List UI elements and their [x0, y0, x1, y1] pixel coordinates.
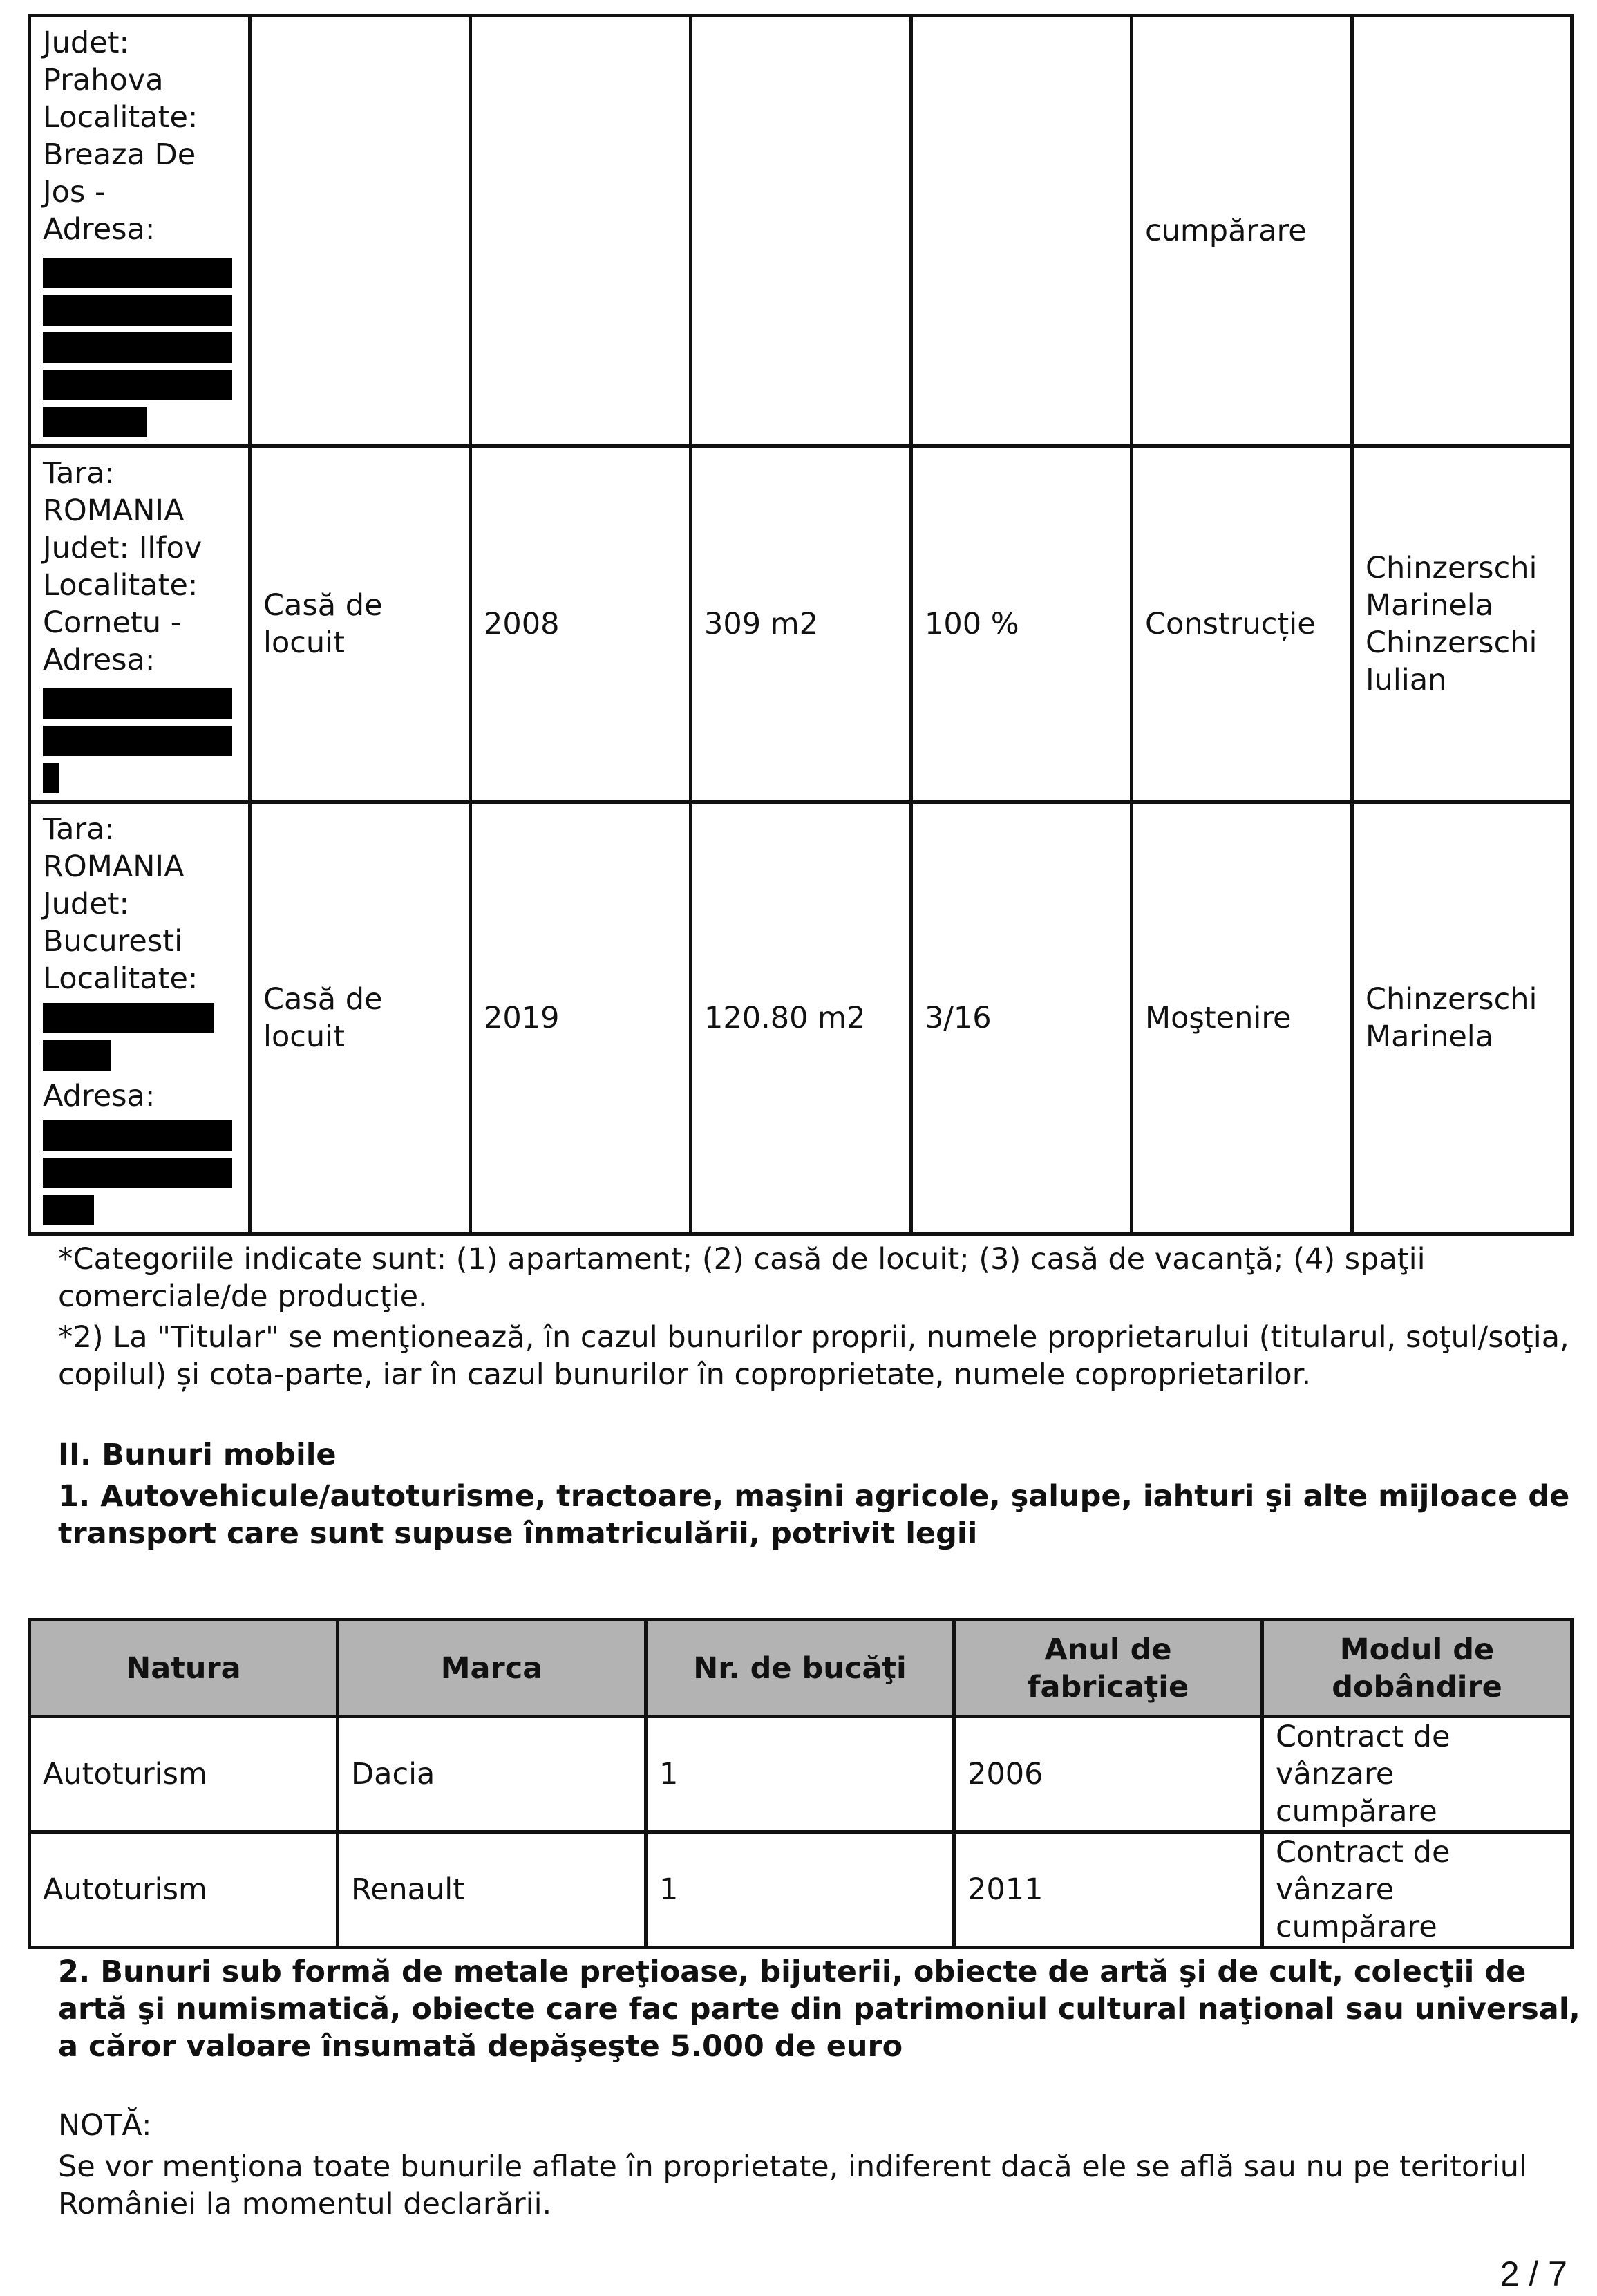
category-cell	[250, 16, 471, 446]
nota-label: NOTĂ:	[58, 2108, 152, 2143]
location-cell: Tara: ROMANIA Judet: Ilfov Localitate: Cornetu - Adresa:	[30, 446, 250, 802]
nota-text: Se vor menţiona toate bunurile aflate în proprietate, indiferent dacă ele se află sau nu pe teritoriul României la momentul declarării.	[58, 2149, 1527, 2221]
natura-cell: Autoturism	[30, 1832, 338, 1948]
redaction-block	[43, 258, 232, 288]
year-cell: 2008	[471, 446, 691, 802]
location-cell: Judet: Prahova Localitate: Breaza De Jos - Adresa:	[30, 16, 250, 446]
share-cell	[911, 16, 1132, 446]
share-cell: 3/16	[911, 802, 1132, 1234]
category-cell: Casă de locuit	[250, 446, 471, 802]
header-natura: Natura	[30, 1620, 338, 1717]
category-cell: Casă de locuit	[250, 802, 471, 1234]
header-modul-dobandire: Modul de dobândire	[1263, 1620, 1572, 1717]
titular-note: *2) La "Titular" se menţionează, în cazul bunurilor proprii, numele proprietarului (titularul, soţul/soţia, copilul) și cota-parte, iar în cazul bunurilor în coproprietate, numele coproprietarilor.	[58, 1320, 1569, 1392]
natura-cell: Autoturism	[30, 1717, 338, 1832]
redaction-block	[43, 763, 59, 793]
precious-goods-title: 2. Bunuri sub formă de metale preţioase, bijuterii, obiecte de artă şi de cult, colecţii de artă şi numismatică, obiecte care fac parte din patrimoniul cultural naţional sau universal, a căror valoare însumată depăşeşte 5.000 de euro	[58, 1955, 1580, 2064]
table-row	[30, 802, 1572, 1234]
redaction-block	[43, 1195, 94, 1225]
holder-cell: Chinzerschi Marinela Chinzerschi Iulian	[1352, 446, 1572, 802]
year-cell	[471, 16, 691, 446]
vehicles-table	[28, 1618, 1574, 1949]
real-estate-table	[28, 14, 1574, 1236]
page-number: 2 / 7	[1500, 2255, 1567, 2293]
an-cell: 2011	[954, 1832, 1263, 1948]
area-cell: 309 m2	[691, 446, 911, 802]
header-anul-fabricatie: Anul de fabricaţie	[954, 1620, 1263, 1717]
year-cell: 2019	[471, 802, 691, 1234]
area-cell: 120.80 m2	[691, 802, 911, 1234]
categories-note: *Categoriile indicate sunt: (1) apartament; (2) casă de locuit; (3) casă de vacanţă; (4) spaţii comerciale/de producţie.	[58, 1242, 1426, 1314]
redaction-block	[43, 295, 232, 326]
marca-cell: Dacia	[338, 1717, 646, 1832]
redaction-block	[43, 1158, 232, 1188]
redaction-block	[43, 1120, 232, 1151]
dobandire-cell: Contract de vânzare cumpărare	[1263, 1832, 1572, 1948]
redaction-block	[43, 370, 232, 400]
redaction-block	[43, 726, 232, 756]
location-cell: Tara: ROMANIA Judet: Bucuresti Localitate: Adresa:	[30, 802, 250, 1234]
redaction-block	[43, 1040, 111, 1071]
table-row	[30, 446, 1572, 802]
area-cell	[691, 16, 911, 446]
section-title: II. Bunuri mobile	[58, 1438, 337, 1472]
table-row	[30, 1717, 1572, 1832]
an-cell: 2006	[954, 1717, 1263, 1832]
table-row	[30, 1832, 1572, 1948]
acquisition-cell: Moştenire	[1132, 802, 1352, 1234]
holder-cell: Chinzerschi Marinela	[1352, 802, 1572, 1234]
header-marca: Marca	[338, 1620, 646, 1717]
redaction-block	[43, 332, 232, 363]
share-cell: 100 %	[911, 446, 1132, 802]
vehicles-subtitle: 1. Autovehicule/autoturisme, tractoare, maşini agricole, şalupe, iahturi şi alte mijloace de transport care sunt supuse înmatriculării, potrivit legii	[58, 1479, 1570, 1551]
holder-cell	[1352, 16, 1572, 446]
dobandire-cell: Contract de vânzare cumpărare	[1263, 1717, 1572, 1832]
bucati-cell: 1	[646, 1832, 954, 1948]
acquisition-cell: cumpărare	[1132, 16, 1352, 446]
header-nr-bucati: Nr. de bucăţi	[646, 1620, 954, 1717]
acquisition-cell: Construcție	[1132, 446, 1352, 802]
table-row	[30, 16, 1572, 446]
redaction-block	[43, 688, 232, 719]
table-header-row	[30, 1620, 1572, 1717]
redaction-block	[43, 407, 147, 437]
bucati-cell: 1	[646, 1717, 954, 1832]
marca-cell: Renault	[338, 1832, 646, 1948]
redaction-block	[43, 1003, 214, 1033]
